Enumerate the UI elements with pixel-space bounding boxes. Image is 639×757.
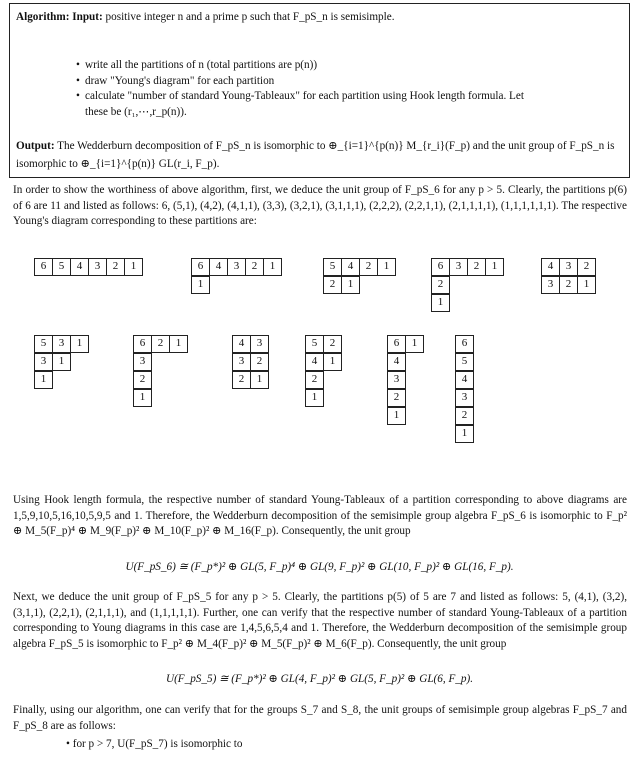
algorithm-step: • calculate "number of standard Young-Tableaux" for each partition using Hook length formula. Let these be (r₁,⋯,r_p(n)). bbox=[76, 89, 546, 120]
young-diagram bbox=[191, 258, 281, 294]
young-diagram bbox=[34, 335, 88, 389]
young-diagram-cell: 1 bbox=[70, 335, 89, 353]
algorithm-label: Algorithm bbox=[16, 11, 66, 23]
young-diagram-cell: 3 bbox=[34, 353, 53, 371]
young-diagram-cell: 2 bbox=[559, 276, 578, 294]
young-diagram bbox=[305, 335, 341, 407]
young-diagram-cell: 3 bbox=[250, 335, 269, 353]
young-diagram-cell: 1 bbox=[250, 371, 269, 389]
young-diagram-cell: 2 bbox=[323, 276, 342, 294]
young-diagram-row bbox=[455, 407, 473, 425]
young-diagram-row bbox=[232, 335, 268, 353]
algorithm-steps bbox=[76, 58, 546, 120]
young-diagram-cell: 6 bbox=[133, 335, 152, 353]
young-diagram-cell: 1 bbox=[387, 407, 406, 425]
young-diagram-row bbox=[305, 335, 341, 353]
paragraph-s7-s8: Finally, using our algorithm, one can verify that for the groups S_7 and S_8, the unit groups of semisimple group algebras F_pS_7 and F_pS_8 are as follows: bbox=[13, 704, 627, 732]
young-diagram-cell: 6 bbox=[191, 258, 210, 276]
young-diagram-cell: 5 bbox=[34, 335, 53, 353]
bullet-s7-text: for p > 7, U(F_pS_7) is isomorphic to bbox=[72, 738, 243, 750]
young-diagram-cell: 1 bbox=[263, 258, 282, 276]
young-diagram bbox=[323, 258, 395, 294]
young-diagram-cell: 1 bbox=[133, 389, 152, 407]
young-diagram-cell: 1 bbox=[305, 389, 324, 407]
young-diagram-cell: 6 bbox=[387, 335, 406, 353]
young-diagram-row bbox=[431, 294, 503, 312]
young-diagram-cell: 2 bbox=[232, 371, 251, 389]
young-diagram-cell: 2 bbox=[431, 276, 450, 294]
equation-unit-group-s6: U(F_pS_6) ≅ (F_p*)² ⊕ GL(5, F_p)⁴ ⊕ GL(9, F_p)² ⊕ GL(10, F_p)² ⊕ GL(16, F_p). bbox=[125, 561, 514, 573]
young-diagram-row bbox=[191, 258, 281, 276]
young-diagram-row bbox=[387, 389, 423, 407]
young-diagram-cell: 1 bbox=[341, 276, 360, 294]
young-diagram-row bbox=[387, 371, 423, 389]
young-diagram-cell: 6 bbox=[34, 258, 53, 276]
young-diagram-cell: 3 bbox=[387, 371, 406, 389]
young-diagram-row bbox=[232, 371, 268, 389]
algorithm-step: • draw "Young's diagram" for each partition bbox=[76, 74, 546, 90]
young-diagram-cell: 2 bbox=[250, 353, 269, 371]
young-diagram-cell: 2 bbox=[305, 371, 324, 389]
young-diagram-cell: 3 bbox=[52, 335, 71, 353]
young-diagram-row bbox=[455, 335, 473, 353]
young-diagram-cell: 4 bbox=[455, 371, 474, 389]
young-diagram-cell: 5 bbox=[455, 353, 474, 371]
young-diagram-cell: 4 bbox=[341, 258, 360, 276]
young-diagram-row bbox=[133, 389, 187, 407]
young-diagram-cell: 1 bbox=[323, 353, 342, 371]
young-diagram-cell: 2 bbox=[577, 258, 596, 276]
equation-unit-group-s5: U(F_pS_5) ≅ (F_p*)² ⊕ GL(4, F_p)² ⊕ GL(5, F_p)² ⊕ GL(6, F_p). bbox=[165, 673, 473, 685]
young-diagram-row bbox=[34, 353, 88, 371]
young-diagram-cell: 6 bbox=[431, 258, 450, 276]
young-diagram bbox=[133, 335, 187, 407]
paragraph-s6-result: Using Hook length formula, the respective number of standard Young-Tableaux of a partition corresponding to above diagrams are 1,5,9,10,5,16,10,5,9,5 and 1. Therefore, the Wedderburn decomposition of the semisimple group algebra F_pS_6 is isomorphic to F_p² ⊕ M_5(F_p)⁴ ⊕ M_9(F_p)² ⊕ M_10(F_p)² ⊕ M_16(F_p). Consequently, the unit group bbox=[13, 494, 627, 537]
output-text: The Wedderburn decomposition of F_pS_n is isomorphic to ⊕_{i=1}^{p(n)} M_{r_i}(F_p) and the unit group of F_pS_n is isomorphic to ⊕_{i=1}^{p(n)} GL(r_i, F_p). bbox=[16, 140, 615, 170]
young-diagram-row bbox=[232, 353, 268, 371]
young-diagram-cell: 1 bbox=[455, 425, 474, 443]
young-diagram-cell: 1 bbox=[124, 258, 143, 276]
young-diagram-row bbox=[305, 371, 341, 389]
young-diagram-cell: 5 bbox=[305, 335, 324, 353]
young-diagram-cell: 2 bbox=[151, 335, 170, 353]
young-diagram-cell: 2 bbox=[323, 335, 342, 353]
young-diagram-row bbox=[541, 276, 595, 294]
young-diagram-cell: 2 bbox=[467, 258, 486, 276]
young-diagram-row bbox=[133, 335, 187, 353]
young-diagram-cell: 3 bbox=[455, 389, 474, 407]
young-diagram bbox=[232, 335, 268, 389]
young-diagram-cell: 4 bbox=[209, 258, 228, 276]
young-diagram-row bbox=[455, 389, 473, 407]
young-diagram-row bbox=[34, 371, 88, 389]
young-diagram-row bbox=[541, 258, 595, 276]
young-diagram bbox=[541, 258, 595, 294]
young-diagram-row bbox=[305, 353, 341, 371]
young-diagram-cell: 1 bbox=[405, 335, 424, 353]
young-diagram-cell: 1 bbox=[169, 335, 188, 353]
young-diagram-cell: 2 bbox=[106, 258, 125, 276]
young-diagram-cell: 4 bbox=[70, 258, 89, 276]
young-diagram-row bbox=[191, 276, 281, 294]
young-diagram bbox=[431, 258, 503, 312]
young-diagram-row bbox=[133, 353, 187, 371]
paragraph-s5: Next, we deduce the unit group of F_pS_5 for any p > 5. Clearly, the partitions p(5) of 5 are 7 and listed as follows: 5, (4,1), (3,2), (3,1,1), (2,2,1), (2,1,1,1), and (1,1,1,1,1). Further, one can verify that the respective number of standard Young-Tableaux of a partition corresponding to Young diagrams in this case are 1,4,5,6,5,4 and 1. Therefore, the Wedderburn decomposition of the semisimple group algebra F_pS_5 is isomorphic to F_p² ⊕ M_4(F_p)² ⊕ M_5(F_p)² ⊕ M_6(F_p). Consequently, the unit group bbox=[13, 591, 627, 650]
young-diagram-row bbox=[431, 258, 503, 276]
young-diagram-row bbox=[34, 258, 142, 276]
young-diagram-cell: 3 bbox=[449, 258, 468, 276]
young-diagram-cell: 4 bbox=[232, 335, 251, 353]
young-diagram-row bbox=[455, 425, 473, 443]
young-diagram-row bbox=[431, 276, 503, 294]
young-diagram-cell: 3 bbox=[227, 258, 246, 276]
young-diagram-cell: 2 bbox=[387, 389, 406, 407]
young-diagram-cell: 1 bbox=[485, 258, 504, 276]
young-diagram-cell: 1 bbox=[34, 371, 53, 389]
young-diagram-row bbox=[34, 335, 88, 353]
input-text: positive integer n and a prime p such that F_pS_n is semisimple. bbox=[105, 11, 395, 23]
young-diagram-cell: 3 bbox=[88, 258, 107, 276]
algorithm-input: Algorithm: Input: positive integer n and a prime p such that F_pS_n is semisimple. bbox=[16, 11, 395, 23]
young-diagram-cell: 4 bbox=[387, 353, 406, 371]
young-diagram bbox=[455, 335, 473, 443]
algorithm-step: • write all the partitions of n (total partitions are p(n)) bbox=[76, 58, 546, 74]
young-diagram-cell: 2 bbox=[245, 258, 264, 276]
young-diagram-row bbox=[455, 353, 473, 371]
young-diagram-cell: 5 bbox=[52, 258, 71, 276]
young-diagram-cell: 4 bbox=[305, 353, 324, 371]
input-label: Input bbox=[72, 11, 99, 23]
young-diagram-cell: 2 bbox=[133, 371, 152, 389]
young-diagram-row bbox=[323, 276, 395, 294]
young-diagram-cell: 6 bbox=[455, 335, 474, 353]
young-diagram-cell: 3 bbox=[541, 276, 560, 294]
young-diagram-row bbox=[133, 371, 187, 389]
young-diagram-cell: 3 bbox=[559, 258, 578, 276]
algorithm-box bbox=[9, 3, 630, 178]
young-diagram-row bbox=[305, 389, 341, 407]
bullet-s7: • for p > 7, U(F_pS_7) is isomorphic to bbox=[66, 738, 243, 750]
young-diagram-row bbox=[387, 335, 423, 353]
paragraph-s6-intro: In order to show the worthiness of above algorithm, first, we deduce the unit group of F_pS_6 for any p > 5. Clearly, the partitions p(6) of 6 are 11 and listed as follows: 6, (5,1), (4,2), (4,1,1), (3,3), (3,2,1), (3,1,1,1), (2,2,2), (2,2,1,1), (2,1,1,1,1), (1,1,1,1,1,1). The respective Young's diagram corresponding to these partitions are: bbox=[13, 184, 627, 227]
young-diagram-row bbox=[455, 371, 473, 389]
young-diagram bbox=[34, 258, 142, 276]
young-diagram-row bbox=[387, 353, 423, 371]
young-diagram-cell: 1 bbox=[191, 276, 210, 294]
algorithm-output: Output: The Wedderburn decomposition of F_pS_n is isomorphic to ⊕_{i=1}^{p(n)} M_{r_i}(F_p) and the unit group of F_pS_n is isomorphic to ⊕_{i=1}^{p(n)} GL(r_i, F_p). bbox=[16, 140, 615, 170]
young-diagram-cell: 2 bbox=[359, 258, 378, 276]
young-diagram-cell: 3 bbox=[232, 353, 251, 371]
young-diagram-cell: 3 bbox=[133, 353, 152, 371]
young-diagram bbox=[387, 335, 423, 425]
young-diagram-cell: 1 bbox=[377, 258, 396, 276]
young-diagram-row bbox=[387, 407, 423, 425]
young-diagram-cell: 2 bbox=[455, 407, 474, 425]
young-diagram-cell: 1 bbox=[52, 353, 71, 371]
young-diagram-row bbox=[323, 258, 395, 276]
young-diagram-cell: 1 bbox=[577, 276, 596, 294]
output-label: Output bbox=[16, 140, 51, 152]
young-diagram-cell: 5 bbox=[323, 258, 342, 276]
young-diagram-cell: 4 bbox=[541, 258, 560, 276]
young-diagram-cell: 1 bbox=[431, 294, 450, 312]
